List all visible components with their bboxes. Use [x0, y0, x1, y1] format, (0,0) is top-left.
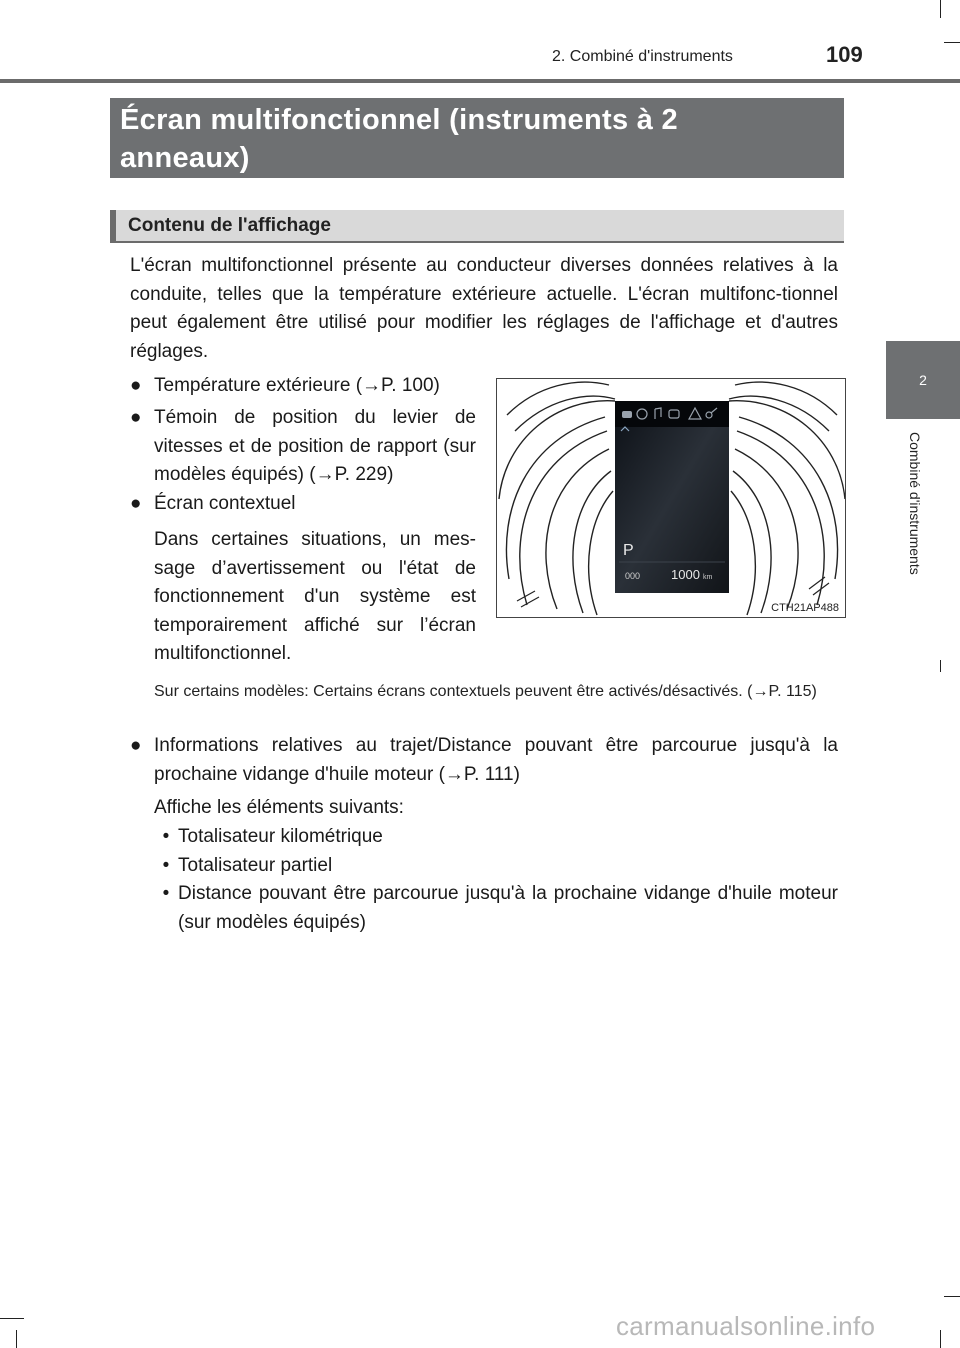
crop-mark — [940, 660, 941, 672]
crop-mark — [0, 1318, 24, 1319]
watermark: carmanualsonline.info — [616, 1311, 876, 1341]
crop-mark — [944, 1296, 960, 1297]
sub-bullet-icon: • — [162, 826, 170, 847]
page-title — [110, 98, 844, 178]
page-title-line1: Écran multifonctionnel (instruments à 2 — [120, 104, 678, 136]
bullet-text: Informations relatives au trajet/Distance pouvant être parcourue jusqu'à la prochaine vidange d'huile moteur (→P. 111) — [154, 735, 838, 785]
section-heading: Contenu de l'affichage — [110, 210, 844, 243]
odometer-value-text: 1000 — [671, 567, 700, 582]
cluster-illustration — [497, 379, 846, 618]
note-text: Sur certains modèles: Certains écrans contextuels peuvent être activés/désactivés. (→P. 115) — [154, 683, 817, 700]
intro-paragraph: L'écran multifonctionnel présente au conducteur diverses données relatives à la conduite, telles que la température extérieure actuelle. L'écran multifonc-tionnel peut également être utilisé pour modifier les réglages de l'affichage et d'autres réglages. — [130, 255, 838, 362]
right-gauge-rings — [729, 382, 845, 615]
bullet-icon: ● — [130, 407, 142, 428]
crop-mark — [940, 1330, 941, 1348]
list-item: • Totalisateur partiel — [154, 852, 838, 881]
gear-position-text: P — [623, 542, 634, 559]
needle-mark-right — [809, 577, 829, 595]
popup-description: Dans certaines situations, un mes-sage d’avertissement ou l'état de fonctionnement d'un système est temporairement affiché sur l’écran multifonctionnel. — [154, 529, 476, 664]
bullet-text: Température extérieure (→P. 100) — [154, 375, 440, 396]
chapter-side-tab: 2 — [886, 341, 960, 419]
crop-mark — [940, 0, 941, 18]
crop-mark — [944, 42, 960, 43]
sub-bullet-icon: • — [162, 883, 170, 904]
chapter-header: 2. Combiné d'instruments — [552, 48, 733, 65]
header-rule — [0, 79, 960, 83]
list-item: • Totalisateur kilométrique — [154, 823, 838, 852]
bullet-gear-position — [130, 404, 476, 490]
bullet-trip-information — [130, 732, 838, 789]
chapter-side-label: Combiné d'instruments — [907, 432, 923, 575]
displays-following-label: Affiche les éléments suivants: — [154, 797, 404, 818]
left-gauge-rings — [499, 382, 615, 615]
bullet-text: Écran contextuel — [154, 493, 296, 514]
bullet-text: Témoin de position du levier de vitesses et de position de rapport (sur modèles équipés) (→P. 229) — [154, 407, 476, 485]
sub-bullet-icon: • — [162, 854, 170, 876]
needle-mark-left — [517, 591, 539, 607]
figure-code: CTH21AP488 — [771, 602, 839, 614]
page-number: 109 — [826, 42, 863, 67]
instrument-cluster-figure — [496, 378, 846, 618]
list-item: • Distance pouvant être parcourue jusqu'à la prochaine vidange d'huile moteur (sur modèles équipés) — [154, 880, 838, 937]
bullet-icon: ● — [130, 375, 142, 396]
page-title-line2: anneaux) — [120, 142, 250, 174]
bullet-icon: ● — [130, 735, 142, 756]
sub-item-list — [154, 823, 838, 937]
bullet-icon: ● — [130, 493, 142, 514]
bullet-outside-temperature — [130, 372, 476, 401]
trip-indicator-text: 000 — [625, 571, 641, 581]
display-screen — [615, 401, 729, 593]
odometer-unit-text: km — [703, 574, 713, 581]
bullet-popup-display — [130, 490, 476, 519]
crop-mark — [16, 1330, 17, 1348]
